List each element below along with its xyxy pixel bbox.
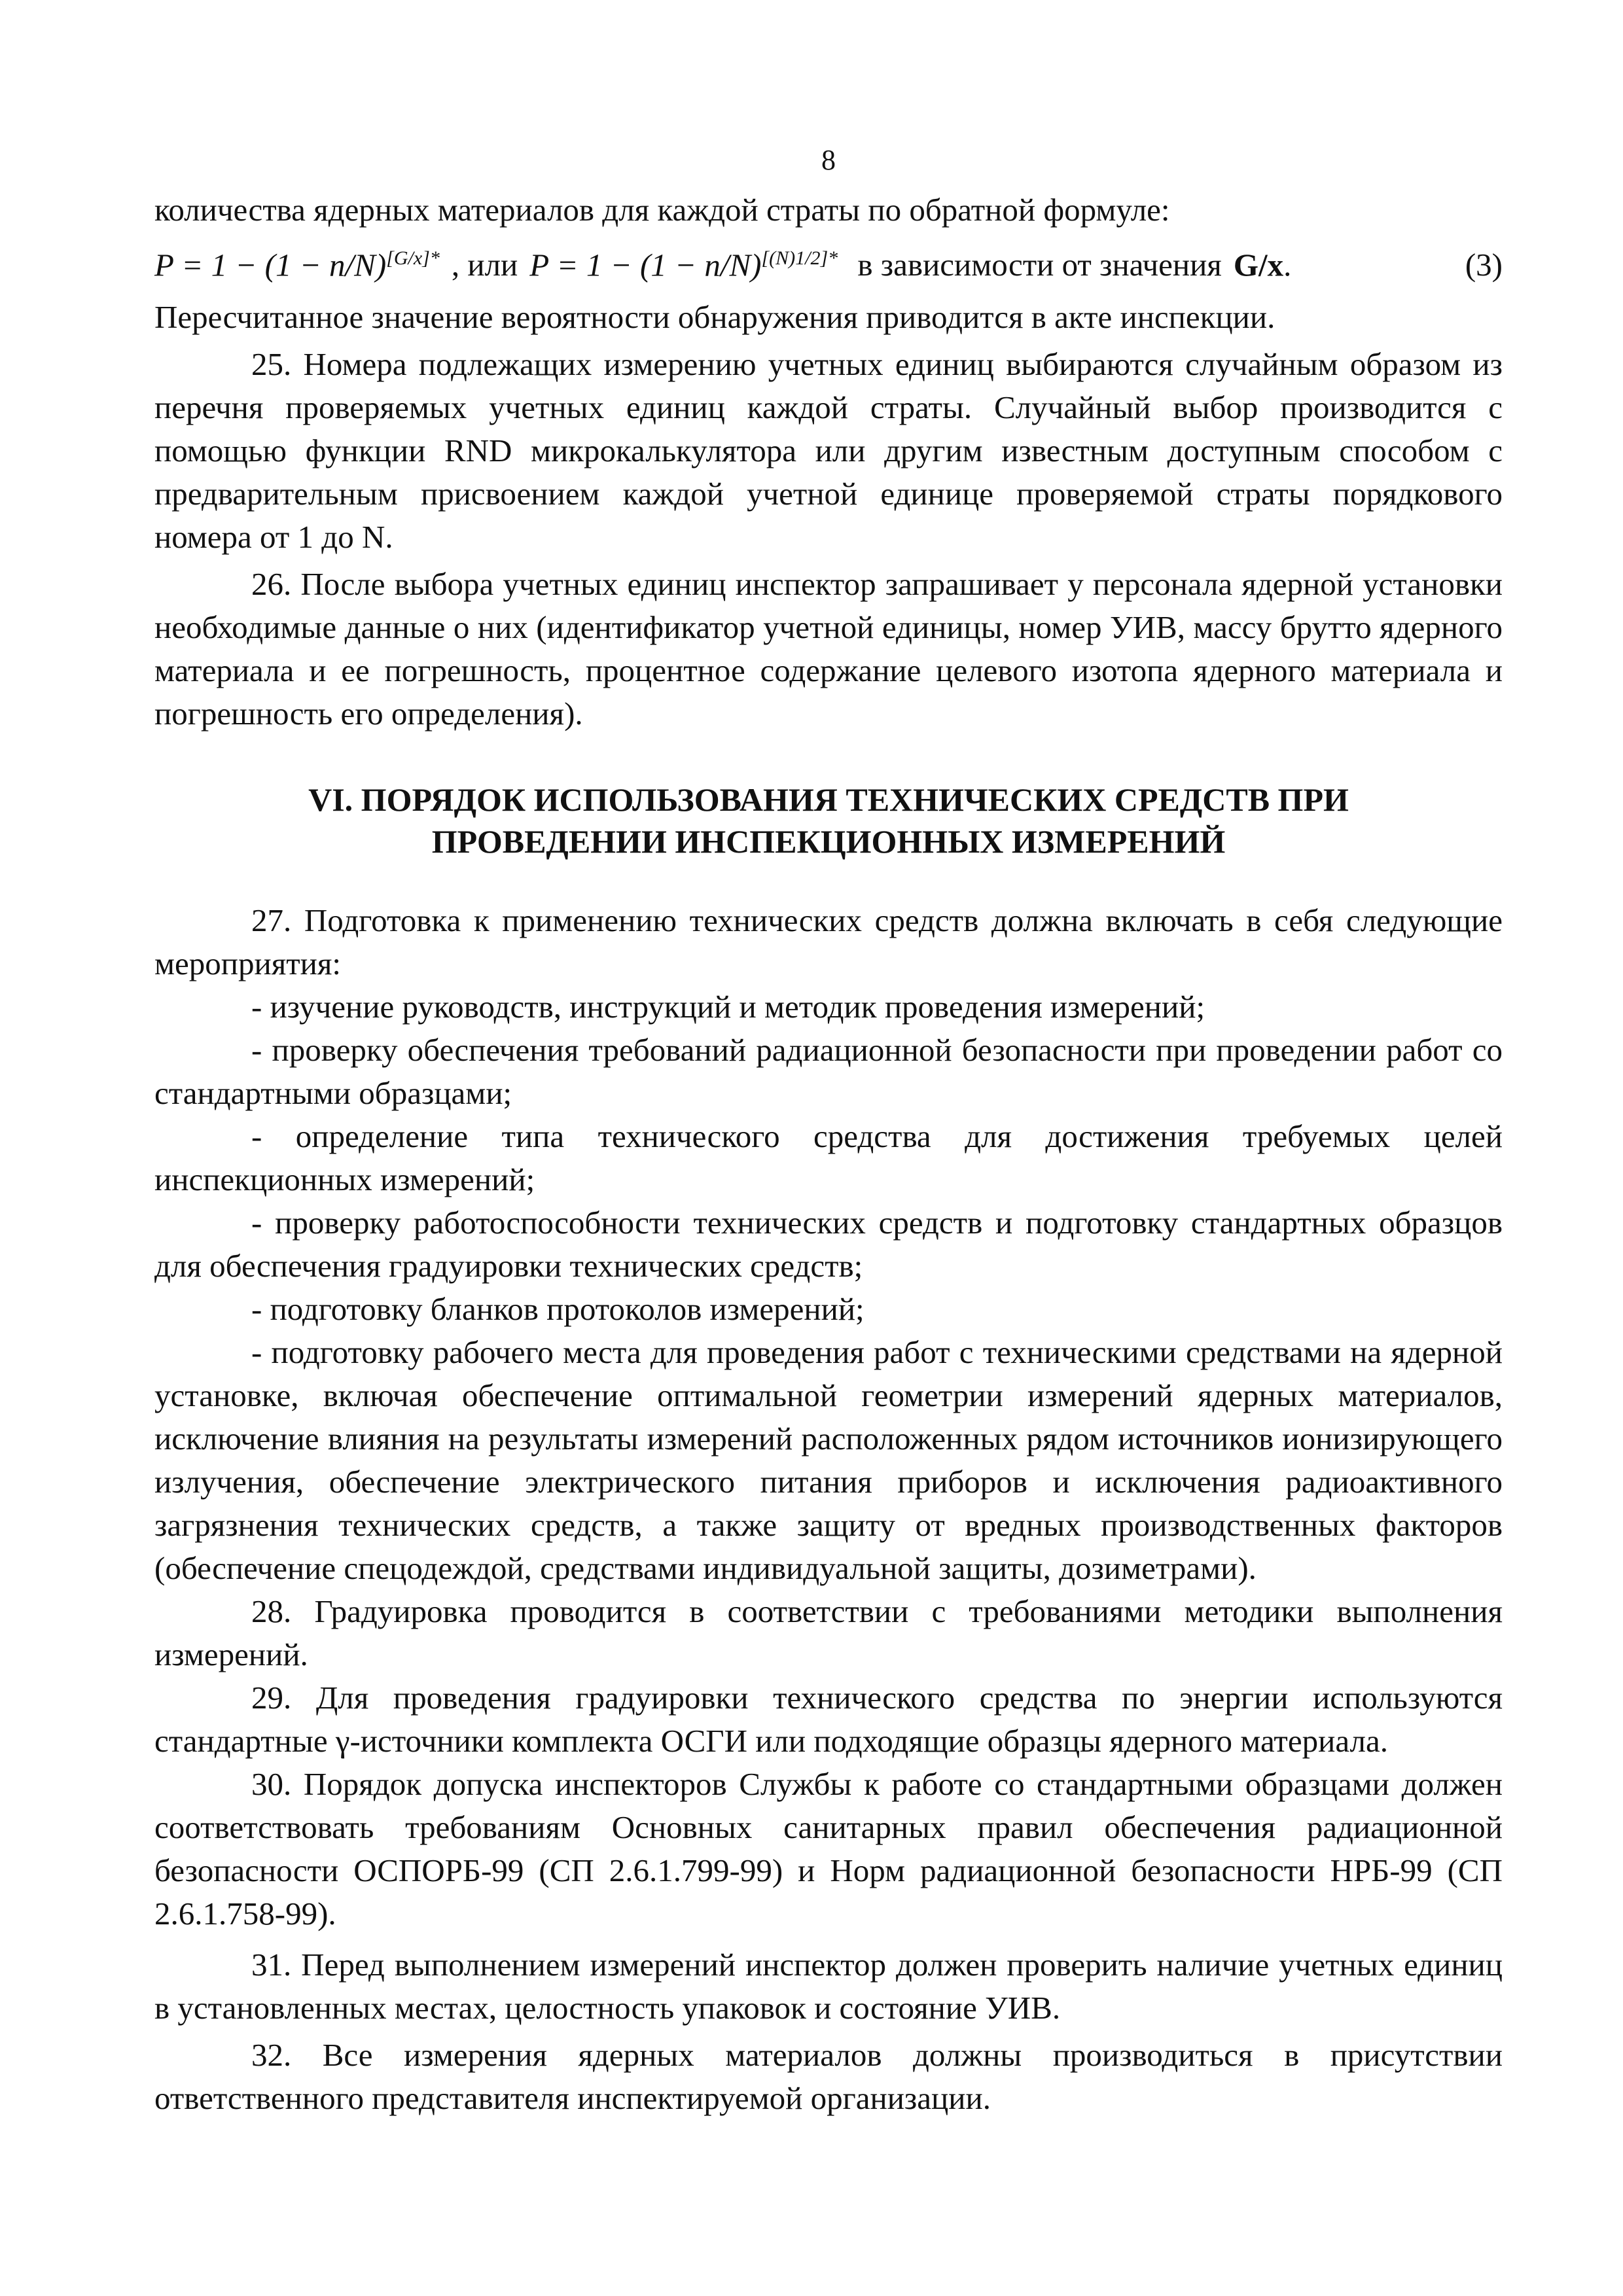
formula-part1-exponent: [G/x]* — [386, 247, 440, 269]
formula-left — [154, 237, 1291, 287]
paragraph-26: 26. После выбора учетных единиц инспектор запрашивает у персонала ядерной установки необходимые данные о них (идентификатор учетной единицы, номер УИВ, массу брутто ядерного материала и ее погрешность, процентное содержание целевого изотопа ядерного материала и погрешность его определения). — [154, 566, 1503, 732]
paragraph-30: 30. Порядок допуска инспекторов Службы к работе со стандартными образцами должен соответствовать требованиям Основных санитарных правил обеспечения радиационной безопасности ОСПОРБ-99 (СП 2.6.1.799-99) и Норм радиационной безопасности НРБ-99 (СП 2.6.1.758-99). — [154, 1766, 1503, 1932]
formula-tail-bold: G/x — [1233, 247, 1284, 283]
recount-line: Пересчитанное значение вероятности обнаружения приводится в акте инспекции. — [154, 299, 1275, 336]
formula-tail: в зависимости от значения — [857, 247, 1222, 283]
page-number: 8 — [821, 144, 836, 176]
list-item: - изучение руководств, инструкций и методик проведения измерений; — [251, 989, 1205, 1025]
equation-number: (3) — [1465, 247, 1503, 283]
formula-tail-end: . — [1283, 247, 1292, 283]
list-item: - проверку обеспечения требований радиационной безопасности при проведении работ со стандартными образцами; — [154, 1032, 1503, 1112]
section-title-line-2: ПРОВЕДЕНИИ ИНСПЕКЦИОННЫХ ИЗМЕРЕНИЙ — [431, 823, 1226, 860]
list-item: - подготовку бланков протоколов измерений; — [251, 1291, 865, 1328]
formula-part1: P = 1 − (1 − n/N) — [154, 247, 387, 283]
formula-separator: , или — [451, 247, 518, 283]
formula-3 — [154, 237, 1503, 287]
section-title — [154, 779, 1503, 862]
paragraph-29: 29. Для проведения градуировки технического средства по энергии используются стандартные γ-источники комплекта ОСГИ или подходящие образцы ядерного материала. — [154, 1680, 1503, 1759]
formula-part2-exponent: [(N)1/2]* — [761, 247, 838, 269]
section-title-line-1: VI. ПОРЯДОК ИСПОЛЬЗОВАНИЯ ТЕХНИЧЕСКИХ СРЕДСТВ ПРИ — [308, 781, 1349, 819]
intro-line: количества ядерных материалов для каждой страты по обратной формуле: — [154, 192, 1170, 228]
list-item: - определение типа технического средства для достижения требуемых целей инспекционных измерений; — [154, 1118, 1503, 1198]
paragraph-32: 32. Все измерения ядерных материалов должны производиться в присутствии ответственного представителя инспектируемой организации. — [154, 2037, 1503, 2117]
paragraph-28: 28. Градуировка проводится в соответствии с требованиями методики выполнения измерений. — [154, 1593, 1503, 1673]
paragraph-27: 27. Подготовка к применению технических средств должна включать в себя следующие мероприятия: — [154, 902, 1503, 982]
paragraph-25: 25. Номера подлежащих измерению учетных единиц выбираются случайным образом из перечня проверяемых учетных единиц каждой страты. Случайный выбор производится с помощью функции RND микрокалькулятора или другим известным доступным способом с предварительным присвоением каждой учетной единице проверяемой страты порядкового номера от 1 до N. — [154, 346, 1503, 556]
document-page — [154, 144, 1503, 2120]
list-item: - подготовку рабочего места для проведения работ с техническими средствами на ядерной установке, включая обеспечение оптимальной геометрии измерений ядерных материалов, исключение влияния на результаты измерений расположенных рядом источников ионизирующего излучения, обеспечение электрического питания приборов и исключения радиоактивного загрязнения технических средств, а также защиту от вредных производственных факторов (обеспечение спецодеждой, средствами индивидуальной защиты, дозиметрами). — [154, 1334, 1503, 1587]
paragraph-31: 31. Перед выполнением измерений инспектор должен проверить наличие учетных единиц в установленных местах, целостность упаковок и состояние УИВ. — [154, 1947, 1503, 2026]
formula-part2: P = 1 − (1 − n/N) — [529, 247, 762, 283]
list-item: - проверку работоспособности технических средств и подготовку стандартных образцов для обеспечения градуировки технических средств; — [154, 1205, 1503, 1284]
